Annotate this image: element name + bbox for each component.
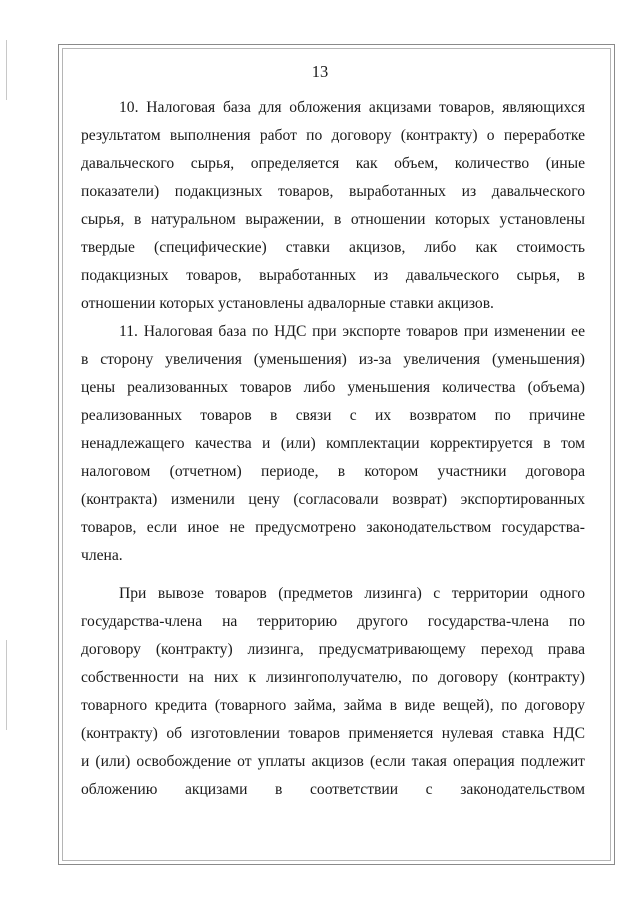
text-line: цены реализованных товаров либо уменьшения количества (объема) (81, 379, 585, 396)
text-line: и (или) освобождение от уплаты акцизов (если такая операция подлежит (81, 753, 585, 770)
text-line: (контракту) об изготовлении товаров применяется нулевая ставка НДС (81, 725, 585, 742)
paragraph-11 (81, 318, 585, 570)
text-line: товарного кредита (товарного займа, займа в виде вещей), по договору (81, 697, 585, 714)
page-number: 13 (311, 62, 329, 81)
text-line: члена. (81, 547, 123, 564)
text-line: результатом выполнения работ по договору (контракту) о переработке (81, 127, 585, 144)
text-line: 11. Налоговая база по НДС при экспорте товаров при изменении ее (119, 323, 585, 340)
text-line: реализованных товаров в связи с их возвратом по причине (81, 407, 585, 424)
paragraph-export-leasing (81, 580, 585, 804)
text-line: ненадлежащего качества и (или) комплектации корректируется в том (81, 435, 585, 452)
text-line: показатели) подакцизных товаров, выработанных из давальческого (81, 183, 585, 200)
binding-mark-bottom (6, 640, 7, 730)
text-line: отношении которых установлены адвалорные ставки акцизов. (81, 295, 494, 312)
text-line: налоговом (отчетном) периоде, в котором участники договора (81, 463, 585, 480)
text-line: твердые (специфические) ставки акцизов, либо как стоимость (81, 239, 585, 256)
document-body (81, 94, 585, 804)
text-line: договору (контракту) лизинга, предусматривающему переход права (81, 641, 585, 658)
text-line: товаров, если иное не предусмотрено законодательством государства- (81, 519, 585, 536)
text-line: государства-члена на территорию другого государства-члена по (81, 613, 585, 630)
text-line: (контракта) изменили цену (согласовали возврат) экспортированных (81, 491, 585, 508)
text-line: подакцизных товаров, выработанных из давальческого сырья, в (81, 267, 585, 284)
text-line: 10. Налоговая база для обложения акцизами товаров, являющихся (119, 99, 585, 116)
text-line: собственности на них к лизингополучателю, по договору (контракту) (81, 669, 585, 686)
paragraph-10 (81, 94, 585, 318)
paragraph-spacer (81, 570, 585, 580)
text-line: давальческого сырья, определяется как объем, количество (иные (81, 155, 585, 172)
text-line: обложению акцизами в соответствии с законодательством (81, 781, 585, 798)
text-line: сырья, в натуральном выражении, в отношении которых установлены (81, 211, 585, 228)
text-line: При вывозе товаров (предметов лизинга) с территории одного (119, 585, 585, 602)
text-line: в сторону увеличения (уменьшения) из-за увеличения (уменьшения) (81, 351, 585, 368)
